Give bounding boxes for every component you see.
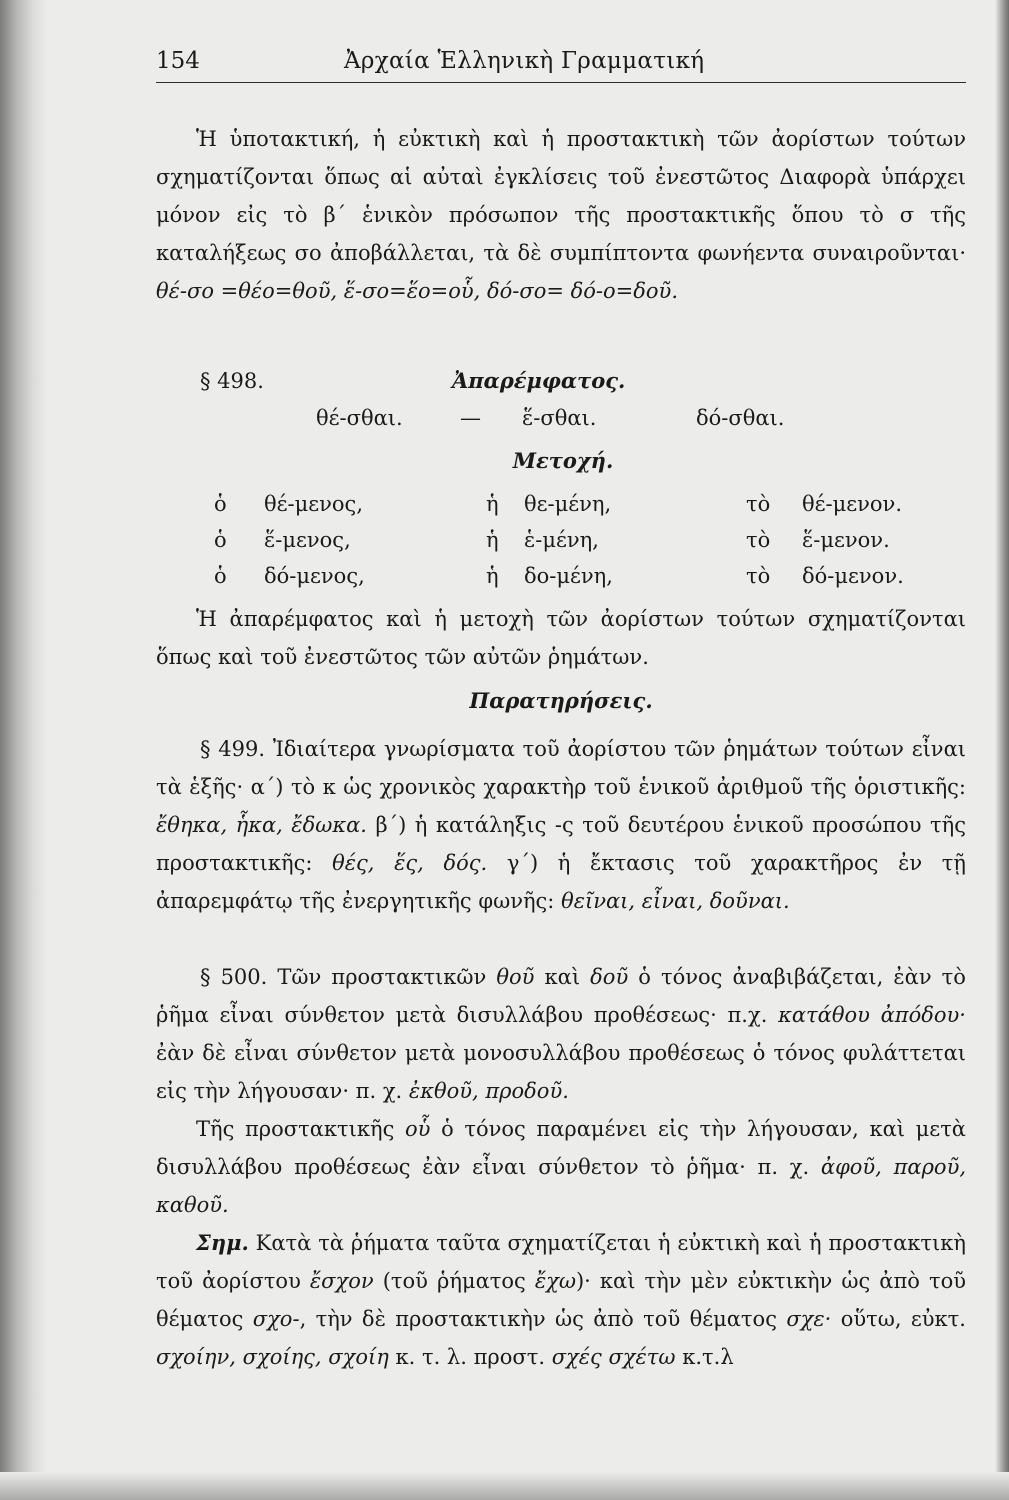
section-500 bbox=[156, 958, 966, 1110]
form: δοῦ bbox=[590, 965, 629, 989]
participle-form: δο-μένη, bbox=[524, 564, 613, 588]
section-text: Τῶν προστακτικῶν bbox=[277, 965, 487, 989]
section-text: ὁ τόνος ἀναβιβάζεται, ἐὰν τὸ ῥῆμα εἶναι σύνθετον μετὰ δισυλλάβου προθέσεως· π.χ. bbox=[156, 965, 966, 1027]
paragraph-infinitive-note: Ἡ ἀπαρέμφατος καὶ ἡ μετοχὴ τῶν ἀορίστων τούτων σχηματίζονται ὅπως καὶ τοῦ ἐνεστῶτος τῶν αὐτῶν ῥημάτων. bbox=[156, 607, 966, 669]
page-content bbox=[156, 40, 967, 1369]
examples-monosyllabic: ἐκθοῦ, προδοῦ. bbox=[408, 1079, 569, 1103]
article: ὁ bbox=[214, 564, 227, 588]
section-498-line bbox=[156, 362, 966, 400]
examples: ἀφοῦ, παροῦ, καθοῦ. bbox=[156, 1155, 967, 1217]
participle-form: θε-μένη, bbox=[524, 492, 612, 516]
paragraph-text: Τῆς προστακτικῆς bbox=[196, 1117, 395, 1141]
section-text: Ἰδιαίτερα γνωρίσματα τοῦ ἀορίστου τῶν ῥημάτων τούτων εἶναι τὰ ἑξῆς· α΄) τὸ κ ὡς χρονικὸς χαρακτὴρ τοῦ ἑνικοῦ ἀριθμοῦ τῆς ὁριστικῆς: bbox=[156, 737, 966, 799]
participle-form: θέ-μενον. bbox=[802, 492, 902, 516]
section-499 bbox=[156, 730, 966, 920]
participle-row bbox=[156, 558, 966, 594]
page-bottom-edge bbox=[0, 1472, 1009, 1500]
paragraph-ou bbox=[156, 1110, 966, 1224]
participle-form: δό-μενος, bbox=[264, 564, 365, 588]
paragraph-text: ὁ τόνος παραμένει εἰς τὴν λήγουσαν, καὶ μετὰ δισυλλάβου προθέσεως ἐὰν εἶναι σύνθετον τὸ ῥῆμα· π. χ. bbox=[156, 1117, 966, 1179]
participle-form: δό-μενον. bbox=[802, 564, 904, 588]
note-text: Κατὰ τὰ ῥήματα ταῦτα σχηματίζεται ἡ εὐκτικὴ καὶ ἡ προστακτικὴ τοῦ ἀορίστου bbox=[156, 1231, 966, 1293]
page-edge bbox=[995, 0, 1009, 1500]
article: ὁ bbox=[214, 492, 227, 516]
note-label: Σημ. bbox=[196, 1230, 249, 1255]
note-text: )· καὶ τὴν μὲν εὐκτικὴν ὡς ἀπὸ τοῦ θέματος bbox=[156, 1269, 967, 1331]
participle-form: θέ-μενος, bbox=[264, 492, 363, 516]
infinitive-the: θέ-σθαι. bbox=[316, 406, 403, 430]
infinitive-he: ἕ-σθαι. bbox=[522, 406, 597, 430]
article: ἡ bbox=[486, 564, 499, 588]
page-header bbox=[156, 40, 966, 83]
note-text: (τοῦ ῥήματος bbox=[382, 1269, 526, 1293]
dash: — bbox=[460, 406, 481, 430]
paragraph-subjunctive bbox=[156, 120, 966, 310]
note-text: οὕτω, εὐκτ. bbox=[840, 1307, 966, 1331]
section-number: § 499. bbox=[200, 737, 266, 761]
form: οὗ bbox=[405, 1117, 431, 1141]
binding-shadow bbox=[0, 0, 48, 1500]
form: σχο- bbox=[252, 1307, 300, 1331]
article: ὁ bbox=[214, 528, 227, 552]
section-number: § 500. bbox=[200, 965, 268, 989]
section-text: β΄) ἡ κατάληξις -ς τοῦ δευτέρου ἑνικοῦ προσώπου τῆς προστακτικῆς: bbox=[156, 813, 966, 875]
note-text: , τὴν δὲ προστακτικὴν ὡς ἀπὸ τοῦ θέματος bbox=[299, 1307, 777, 1331]
examples-imperative: θές, ἕς, δός. bbox=[332, 851, 488, 875]
participle-form: ἕ-μενον. bbox=[802, 528, 890, 552]
article: ἡ bbox=[486, 528, 499, 552]
note-text: κ. τ. λ. προστ. bbox=[395, 1345, 546, 1369]
note-text: κ.τ.λ bbox=[682, 1345, 734, 1369]
examples-compound: κατάθου ἀπόδου· bbox=[778, 1003, 966, 1027]
article: τὸ bbox=[746, 492, 771, 516]
note-paragraph bbox=[156, 1224, 966, 1376]
section-text: καὶ bbox=[544, 965, 581, 989]
contraction-examples: θέ-σο =θέο=θοῦ, ἕ-σο=ἕο=οὗ, δό-σο= δό-ο=δοῦ. bbox=[156, 279, 678, 303]
form: σχές σχέτω bbox=[551, 1345, 676, 1369]
section-text: γ΄) ἡ ἔκτασις τοῦ χαρακτῆρος ἐν τῇ ἀπαρεμφάτῳ τῆς ἐνεργητικῆς φωνῆς: bbox=[156, 851, 966, 913]
examples-infinitive: θεῖναι, εἶναι, δοῦναι. bbox=[561, 889, 790, 913]
participle-heading: Μετοχή. bbox=[512, 448, 614, 473]
participle-form: ἕ-μενος, bbox=[264, 528, 351, 552]
observations-heading: Παρατηρήσεις. bbox=[469, 688, 653, 713]
page-number: 154 bbox=[156, 48, 200, 74]
section-number: § 498. bbox=[200, 369, 264, 393]
article: τὸ bbox=[746, 528, 771, 552]
article: ἡ bbox=[486, 492, 499, 516]
running-title: Ἀρχαία Ἑλληνικὴ Γραμματική bbox=[344, 48, 705, 74]
form: ἔχω bbox=[534, 1269, 576, 1293]
paragraph-text: Ἡ ὑποτακτική, ἡ εὐκτικὴ καὶ ἡ προστακτικὴ τῶν ἀορίστων τούτων σχηματίζονται ὅπως αἱ αὐταὶ ἐγκλίσεις τοῦ ἐνεστῶτος Διαφορὰ ὑπάρχει μόνον εἰς τὸ β΄ ἑνικὸν πρόσωπον τῆς προστακτικῆς ὅπου τὸ σ τῆς καταλήξεως σο ἀποβάλλεται, τὰ δὲ συμπίπτοντα φωνήεντα συναιροῦνται· bbox=[156, 127, 966, 265]
form: σχε· bbox=[786, 1307, 832, 1331]
participle-form: ἑ-μένη, bbox=[524, 528, 599, 552]
infinitive-do: δό-σθαι. bbox=[696, 406, 785, 430]
form: σχοίην, σχοίης, σχοίη bbox=[156, 1345, 389, 1369]
form: ἔσχον bbox=[309, 1269, 374, 1293]
section-heading-infinitive: Ἀπαρέμφατος. bbox=[452, 368, 626, 393]
form: θοῦ bbox=[496, 965, 535, 989]
participle-row bbox=[156, 486, 966, 522]
article: τὸ bbox=[746, 564, 771, 588]
examples-kappa: ἔθηκα, ἧκα, ἔδωκα. bbox=[156, 813, 367, 837]
infinitives-row bbox=[156, 400, 966, 436]
section-text: ἐὰν δὲ εἶναι σύνθετον μετὰ μονοσυλλάβου προθέσεως ὁ τόνος φυλάττεται εἰς τὴν λήγουσαν· π. χ. bbox=[156, 1041, 966, 1103]
participle-row bbox=[156, 522, 966, 558]
